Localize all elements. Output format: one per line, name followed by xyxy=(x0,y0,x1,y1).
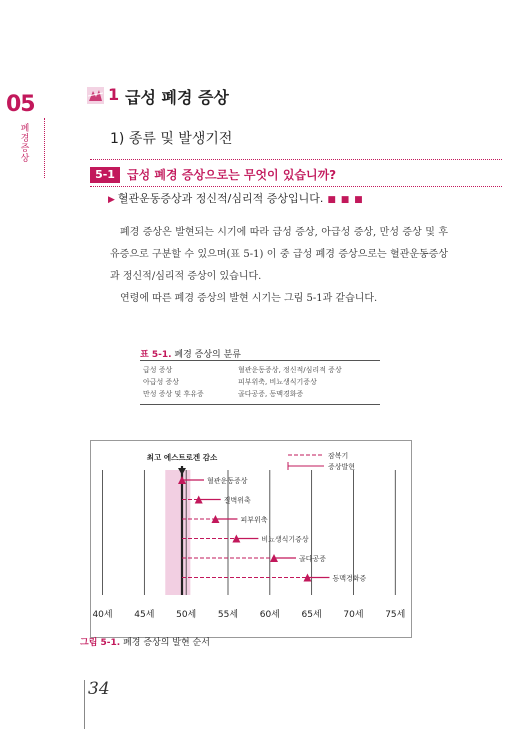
table-row xyxy=(140,376,380,388)
x-tick-label: 45세 xyxy=(134,610,155,620)
series-label: 질벽위축 xyxy=(223,496,251,505)
table-caption-text: 폐경 증상의 분류 xyxy=(174,350,241,360)
question-number: 5-1 xyxy=(90,167,120,183)
estrogen-marker-label: 최고 에스트로겐 감소 xyxy=(146,453,218,462)
table-cell: 급성 증상 xyxy=(143,366,173,374)
body-text xyxy=(110,222,448,310)
symptom-onset-chart xyxy=(90,440,412,638)
section-icon xyxy=(87,87,104,104)
divider xyxy=(90,159,502,160)
x-tick-label: 65세 xyxy=(301,610,322,620)
figure-caption-tag: 그림 5-1. xyxy=(80,638,121,648)
table-cell: 혈관운동증상, 정신적/심리적 증상 xyxy=(238,366,342,374)
series-label: 피부위축 xyxy=(240,516,268,524)
chapter-label: 폐경 증상 xyxy=(20,124,30,164)
table-caption xyxy=(140,347,241,360)
table-cell: 아급성 증상 xyxy=(143,378,180,386)
answer-text: 혈관운동증상과 정신적/심리적 증상입니다. xyxy=(117,192,324,205)
table-caption-tag: 표 5-1. xyxy=(140,350,172,360)
table-cell: 피부위축, 비뇨생식기증상 xyxy=(238,378,317,386)
body-paragraph: 연령에 따른 폐경 증상의 발현 시기는 그림 5-1과 같습니다. xyxy=(120,293,378,304)
table-cell: 골다공증, 동맥경화증 xyxy=(238,390,304,398)
answer-squares: ■ ■ ■ xyxy=(327,195,364,205)
answer xyxy=(108,190,364,206)
section-number: 1 xyxy=(108,85,120,104)
legend-label: 잠복기 xyxy=(328,452,349,460)
legend-label: 증상발현 xyxy=(328,463,356,471)
estrogen-band xyxy=(165,470,190,595)
x-tick-label: 50세 xyxy=(176,610,197,620)
table-row xyxy=(140,388,380,400)
subsection-title: 1) 종류 및 발생기전 xyxy=(110,131,233,147)
question-text: 급성 폐경 증상으로는 무엇이 있습니까? xyxy=(127,168,337,182)
page-number-rule xyxy=(84,680,85,729)
x-tick-label: 60세 xyxy=(259,610,280,620)
page-number: 34 xyxy=(88,679,110,699)
body-paragraph: 폐경 증상은 발현되는 시기에 따라 급성 증상, 아급성 증상, 만성 증상 및 후유증으로 구분할 수 있으며(표 5-1) 이 중 급성 폐경 증상으로는 혈관운동증상과 정신적/심리적 증상이 있습니다. xyxy=(110,227,448,282)
figure-caption-text: 폐경 증상의 발현 순서 xyxy=(123,638,210,648)
table-cell: 만성 증상 및 후유증 xyxy=(143,390,204,398)
answer-marker-icon: ▶ xyxy=(108,195,115,205)
classification-table xyxy=(140,360,380,405)
divider xyxy=(90,186,502,187)
x-tick-label: 55세 xyxy=(217,610,239,620)
x-tick-label: 40세 xyxy=(92,610,113,620)
table-row xyxy=(140,364,380,376)
x-tick-label: 75세 xyxy=(385,610,406,620)
section-title: 급성 폐경 증상 xyxy=(125,88,229,107)
figure-caption xyxy=(80,635,210,648)
chapter-divider xyxy=(44,118,45,178)
x-tick-label: 70세 xyxy=(343,610,364,620)
series-label: 동맥경화증 xyxy=(332,574,367,583)
series-label: 비뇨생식기증상 xyxy=(261,535,309,544)
chapter-number: 05 xyxy=(6,92,35,117)
series-label: 골다공증 xyxy=(299,555,327,563)
series-label: 혈관운동증상 xyxy=(207,477,248,485)
